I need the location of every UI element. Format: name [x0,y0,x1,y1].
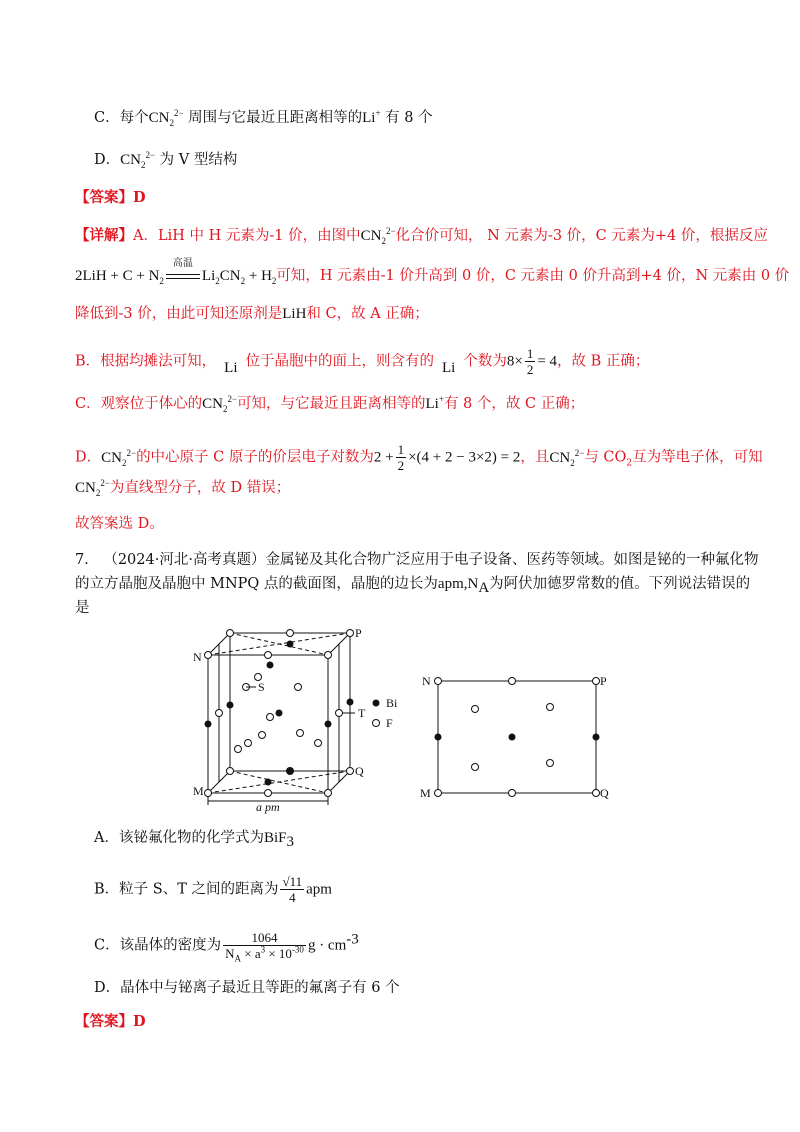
label-n: N [193,650,202,664]
q7-option-a: A．该铋氟化物的化学式为BiF$_3$ [94,830,294,850]
q6-detail-a-line1: 【详解】A．LiH 中 H 元素为-1 价，由图中$CN_2^{2-}$化合价可知， N 元素为-3 价，C 元素为+4 价，根据反应 [75,226,768,246]
legend-bi-dot [373,700,380,707]
xs-label-m: M [420,786,431,800]
q6-answer: 【答案】D [75,189,146,206]
q6-detail-a-line3: 降低到-3 价，由此可知还原剂是LiH和 C，故 A 正确； [75,306,429,322]
xs-label-q: Q [600,786,609,800]
legend-bi: Bi [386,696,398,710]
q7-option-c: C．该晶体的密度为 $\frac{1064}{N_A \times a^3 \times 10^{-30}}$ $g \cdot cm^{-3}$ [94,930,359,964]
label-s: S [258,680,265,694]
q7-answer: 【答案】D [75,1013,146,1030]
cross-section [420,674,609,800]
q7-stem-line2: 的立方晶胞及晶胞中 MNPQ 点的截面图，晶胞的边长为$apm,N_A$为阿伏加德罗常数的值。下列说法错误的 [75,576,751,596]
q6-conclusion: 故答案选 D。 [75,516,164,532]
q7-option-b: B．粒子 S、T 之间的距离为 $\frac{√11}{4}$ apm [94,874,332,905]
label-p: P [355,626,362,640]
q7-option-d: D．晶体中与铋离子最近且等距的氟离子有 6 个 [94,980,400,996]
q6-detail-c: C．观察位于体心的$CN_2^{2-}$可知，与它最近且距离相等的Li+有 8 个，故 C 正确； [75,394,585,414]
q7-stem-line3: 是 [75,600,90,616]
xs-label-n: N [422,674,431,688]
q6-detail-d-line2: $CN_2^{2-}$为直线型分子，故 D 错误； [75,478,291,498]
q6-detail-a-line2: $2LiH + C + N_2$ 高温 $Li_2CN_2 + H_2$可知，H 元素由-1 价升高到 0 价，C 元素由 0 价升高到+4 价，N 元素由 0 价 [75,258,790,286]
q6-detail-b: B．根据均摊法可知， Li 位于晶胞中的面上，则含有的 Li 个数为8× $\frac{1}{2}$ = 4，故 B 正确； [75,346,650,377]
q6-option-c: C．每个$CN_2^{2-}$ 周围与它最近且距离相等的Li+ 有 8 个 [94,108,433,128]
legend-f-dot [373,720,380,727]
label-edge: a pm [256,800,280,814]
legend-f: F [386,716,393,730]
xs-label-p: P [600,674,607,688]
label-q: Q [355,764,364,778]
bismuth-sites [205,641,354,786]
crystal-figure [190,625,620,815]
q7-stem-line1: 7． （2024·河北·高考真题）金属铋及其化合物广泛应用于电子设备、医药等领域。如图是铋的一种氟化物 [75,552,759,568]
q6-option-d: D．$CN_2^{2-}$ 为 V 型结构 [94,150,238,170]
q6-detail-d-line1: D．$CN_2^{2-}$的中心原子 C 原子的价层电子对数为2 + $\frac{1}{2}$ ×(4 + 2 − 3×2) = 2，且$CN_2^{2-}$与 $CO_2$互为等电子体，可知 [75,442,763,473]
cn2-formula: $CN_2^{2-}$ [148,108,184,128]
reaction-equation: $2LiH + C + N_2$ 高温 $Li_2CN_2 + H_2$ [75,258,277,286]
label-t: T [358,706,366,720]
label-m: M [193,784,204,798]
